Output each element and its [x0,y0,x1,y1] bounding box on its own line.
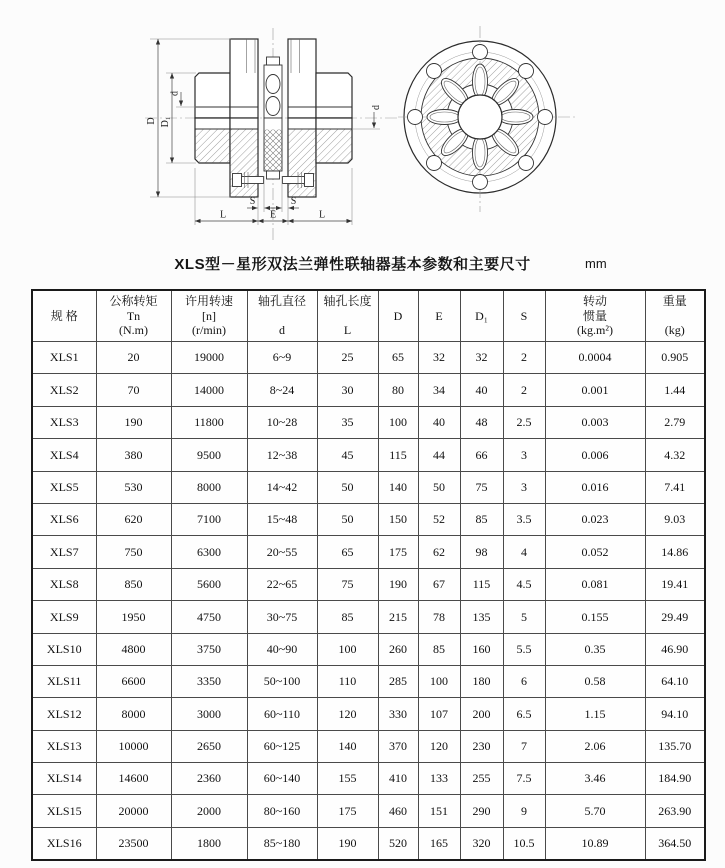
table-row [32,633,705,665]
cell-D1: 85 [460,503,503,535]
dim-label-L-left: L [219,209,227,221]
cell-bore-len: 65 [317,536,378,568]
cell-E: 100 [418,665,460,697]
table-row [32,795,705,827]
cell-weight: 4.32 [645,439,705,471]
cell-weight: 46.90 [645,633,705,665]
cell-inertia: 0.001 [545,374,645,406]
cell-speed: 7100 [171,503,247,535]
cell-weight: 0.905 [645,342,705,374]
cell-speed: 2360 [171,763,247,795]
cell-torque: 10000 [96,730,171,762]
cell-S: 3.5 [503,503,545,535]
cell-spec: XLS9 [32,601,96,633]
cell-inertia: 0.35 [545,633,645,665]
cell-D: 80 [378,374,418,406]
cell-torque: 750 [96,536,171,568]
cell-speed: 11800 [171,406,247,438]
cell-bore-dia: 60~125 [247,730,317,762]
cell-S: 4 [503,536,545,568]
cell-D: 330 [378,698,418,730]
dim-label-S-right: S [290,196,297,207]
cell-E: 44 [418,439,460,471]
cell-inertia: 3.46 [545,763,645,795]
cell-speed: 2650 [171,730,247,762]
cell-torque: 8000 [96,698,171,730]
cell-speed: 6300 [171,536,247,568]
table-header-row [32,290,705,342]
cell-inertia: 0.006 [545,439,645,471]
cell-E: 78 [418,601,460,633]
cell-speed: 14000 [171,374,247,406]
cell-weight: 64.10 [645,665,705,697]
cell-S: 3 [503,471,545,503]
cell-torque: 4800 [96,633,171,665]
cell-inertia: 0.016 [545,471,645,503]
cell-bore-dia: 50~100 [247,665,317,697]
cell-E: 67 [418,568,460,600]
cell-D1: 200 [460,698,503,730]
left-bolt [233,172,264,188]
cell-speed: 3350 [171,665,247,697]
cell-torque: 190 [96,406,171,438]
lower-half-section [195,118,352,197]
front-view [398,26,575,212]
cell-S: 6 [503,665,545,697]
cell-E: 120 [418,730,460,762]
cell-S: 2 [503,374,545,406]
cell-bore-dia: 30~75 [247,601,317,633]
cell-D1: 180 [460,665,503,697]
table-row [32,763,705,795]
cell-bore-len: 25 [317,342,378,374]
cell-bore-dia: 80~160 [247,795,317,827]
cell-D1: 160 [460,633,503,665]
cell-inertia: 10.89 [545,827,645,860]
table-row [32,406,705,438]
cell-bore-dia: 14~42 [247,471,317,503]
cell-weight: 1.44 [645,374,705,406]
cell-S: 6.5 [503,698,545,730]
cell-bore-dia: 15~48 [247,503,317,535]
dim-label-d-right: d [371,105,382,110]
cell-speed: 3750 [171,633,247,665]
cell-speed: 9500 [171,439,247,471]
cell-torque: 70 [96,374,171,406]
cell-bore-len: 190 [317,827,378,860]
cell-spec: XLS4 [32,439,96,471]
cell-D: 100 [378,406,418,438]
cell-speed: 1800 [171,827,247,860]
dimension-d-right [352,105,382,129]
cell-weight: 184.90 [645,763,705,795]
cell-D: 520 [378,827,418,860]
cell-D1: 290 [460,795,503,827]
page-title: XLS型－星形双法兰弹性联轴器基本参数和主要尺寸 [174,256,531,273]
cell-torque: 6600 [96,665,171,697]
cell-E: 32 [418,342,460,374]
cell-bore-len: 35 [317,406,378,438]
cell-inertia: 2.06 [545,730,645,762]
cell-D: 175 [378,536,418,568]
cell-inertia: 0.052 [545,536,645,568]
cell-bore-len: 175 [317,795,378,827]
cell-spec: XLS11 [32,665,96,697]
cell-S: 7 [503,730,545,762]
cell-D1: 98 [460,536,503,568]
hatch-right-hub [316,130,351,163]
cell-bore-len: 110 [317,665,378,697]
cell-D1: 135 [460,601,503,633]
cell-D1: 320 [460,827,503,860]
cell-inertia: 0.155 [545,601,645,633]
cell-S: 7.5 [503,763,545,795]
cell-S: 9 [503,795,545,827]
column-header-D: D [378,290,418,342]
cell-weight: 364.50 [645,827,705,860]
cell-weight: 2.79 [645,406,705,438]
cell-spec: XLS2 [32,374,96,406]
cell-D: 215 [378,601,418,633]
cell-bore-len: 140 [317,730,378,762]
cell-speed: 8000 [171,471,247,503]
cell-bore-len: 50 [317,471,378,503]
cell-spec: XLS14 [32,763,96,795]
cell-bore-len: 85 [317,601,378,633]
cell-speed: 5600 [171,568,247,600]
cell-inertia: 0.58 [545,665,645,697]
cell-torque: 380 [96,439,171,471]
cell-D: 460 [378,795,418,827]
column-header-bore-dia: 轴孔直径 d [247,290,317,342]
cell-bore-len: 30 [317,374,378,406]
cell-spec: XLS1 [32,342,96,374]
cell-S: 5 [503,601,545,633]
cell-E: 52 [418,503,460,535]
column-header-S: S [503,290,545,342]
cell-spec: XLS3 [32,406,96,438]
cell-inertia: 0.0004 [545,342,645,374]
cell-weight: 7.41 [645,471,705,503]
dim-label-L-right: L [318,209,326,221]
cell-torque: 14600 [96,763,171,795]
cell-torque: 23500 [96,827,171,860]
section-view [145,28,398,240]
cell-bore-dia: 6~9 [247,342,317,374]
cell-E: 107 [418,698,460,730]
cell-bore-len: 120 [317,698,378,730]
cell-speed: 19000 [171,342,247,374]
column-header-E: E [418,290,460,342]
table-row [32,601,705,633]
cell-E: 133 [418,763,460,795]
cell-bore-dia: 85~180 [247,827,317,860]
cell-S: 10.5 [503,827,545,860]
table-row [32,827,705,860]
cell-S: 2.5 [503,406,545,438]
cell-E: 34 [418,374,460,406]
cell-speed: 2000 [171,795,247,827]
cell-D1: 66 [460,439,503,471]
cell-inertia: 0.003 [545,406,645,438]
table-row [32,439,705,471]
technical-drawing [0,0,725,250]
unit-label: mm [585,256,607,271]
cell-D1: 75 [460,471,503,503]
cell-spec: XLS6 [32,503,96,535]
cell-bore-len: 100 [317,633,378,665]
crosshatch-elastic-element [264,130,281,171]
cell-bore-dia: 60~140 [247,763,317,795]
table-row [32,503,705,535]
cell-inertia: 5.70 [545,795,645,827]
cell-S: 3 [503,439,545,471]
cell-bore-len: 75 [317,568,378,600]
cell-E: 40 [418,406,460,438]
cell-torque: 850 [96,568,171,600]
table-row [32,730,705,762]
cell-inertia: 1.15 [545,698,645,730]
cell-spec: XLS15 [32,795,96,827]
cell-speed: 4750 [171,601,247,633]
cell-spec: XLS12 [32,698,96,730]
table-row [32,342,705,374]
column-header-speed: 许用转速 [n] (r/min) [171,290,247,342]
table-row [32,374,705,406]
column-header-spec: 规 格 [32,290,96,342]
cell-bore-dia: 12~38 [247,439,317,471]
cell-bore-dia: 60~110 [247,698,317,730]
cell-bore-dia: 8~24 [247,374,317,406]
cell-bore-len: 155 [317,763,378,795]
cell-spec: XLS13 [32,730,96,762]
upper-half-outline [195,39,352,118]
cell-speed: 3000 [171,698,247,730]
cell-torque: 1950 [96,601,171,633]
dim-label-S-left: S [249,196,256,207]
table-row [32,536,705,568]
cell-S: 4.5 [503,568,545,600]
cell-spec: XLS8 [32,568,96,600]
column-header-torque: 公称转矩 Tn (N.m) [96,290,171,342]
cell-E: 85 [418,633,460,665]
cell-S: 5.5 [503,633,545,665]
cell-inertia: 0.023 [545,503,645,535]
cell-spec: XLS16 [32,827,96,860]
table-row [32,471,705,503]
cell-bore-len: 45 [317,439,378,471]
right-bolt [283,172,314,188]
column-header-D1: D₁ [460,290,503,342]
dim-label-d-left: d [169,91,181,96]
cell-bore-dia: 40~90 [247,633,317,665]
cell-bore-dia: 10~28 [247,406,317,438]
cell-D: 115 [378,439,418,471]
cell-torque: 20 [96,342,171,374]
cell-D: 150 [378,503,418,535]
dim-label-E: E [269,209,277,221]
cell-spec: XLS5 [32,471,96,503]
center-bore-circle [458,95,502,139]
cell-D: 410 [378,763,418,795]
cell-weight: 14.86 [645,536,705,568]
parameter-table [31,289,706,861]
cell-weight: 94.10 [645,698,705,730]
cell-D: 140 [378,471,418,503]
cell-weight: 29.49 [645,601,705,633]
cell-spec: XLS7 [32,536,96,568]
dim-label-D1: D₁ [160,116,171,128]
cell-D1: 115 [460,568,503,600]
cell-weight: 19.41 [645,568,705,600]
cell-D: 285 [378,665,418,697]
cell-S: 2 [503,342,545,374]
cell-E: 151 [418,795,460,827]
cell-bore-len: 50 [317,503,378,535]
cell-E: 50 [418,471,460,503]
table-row [32,665,705,697]
cell-inertia: 0.081 [545,568,645,600]
cell-bore-dia: 22~65 [247,568,317,600]
column-header-weight: 重量 (kg) [645,290,705,342]
cell-torque: 530 [96,471,171,503]
column-header-bore-len: 轴孔长度 L [317,290,378,342]
cell-D1: 40 [460,374,503,406]
cell-weight: 135.70 [645,730,705,762]
cell-weight: 9.03 [645,503,705,535]
cell-E: 62 [418,536,460,568]
table-row [32,568,705,600]
hatch-left-hub [196,130,230,163]
cell-torque: 20000 [96,795,171,827]
cell-D: 370 [378,730,418,762]
cell-bore-dia: 20~55 [247,536,317,568]
cell-D1: 48 [460,406,503,438]
cell-D1: 255 [460,763,503,795]
cell-E: 165 [418,827,460,860]
cell-D1: 32 [460,342,503,374]
table-body [32,342,705,861]
cell-D: 190 [378,568,418,600]
dim-label-D: D [146,117,157,125]
cell-torque: 620 [96,503,171,535]
cell-D: 65 [378,342,418,374]
table-row [32,698,705,730]
dimension-d-left [170,91,197,107]
column-header-inertia: 转动 惯量 (kg.m²) [545,290,645,342]
cell-weight: 263.90 [645,795,705,827]
cell-spec: XLS10 [32,633,96,665]
cell-D1: 230 [460,730,503,762]
cell-D: 260 [378,633,418,665]
